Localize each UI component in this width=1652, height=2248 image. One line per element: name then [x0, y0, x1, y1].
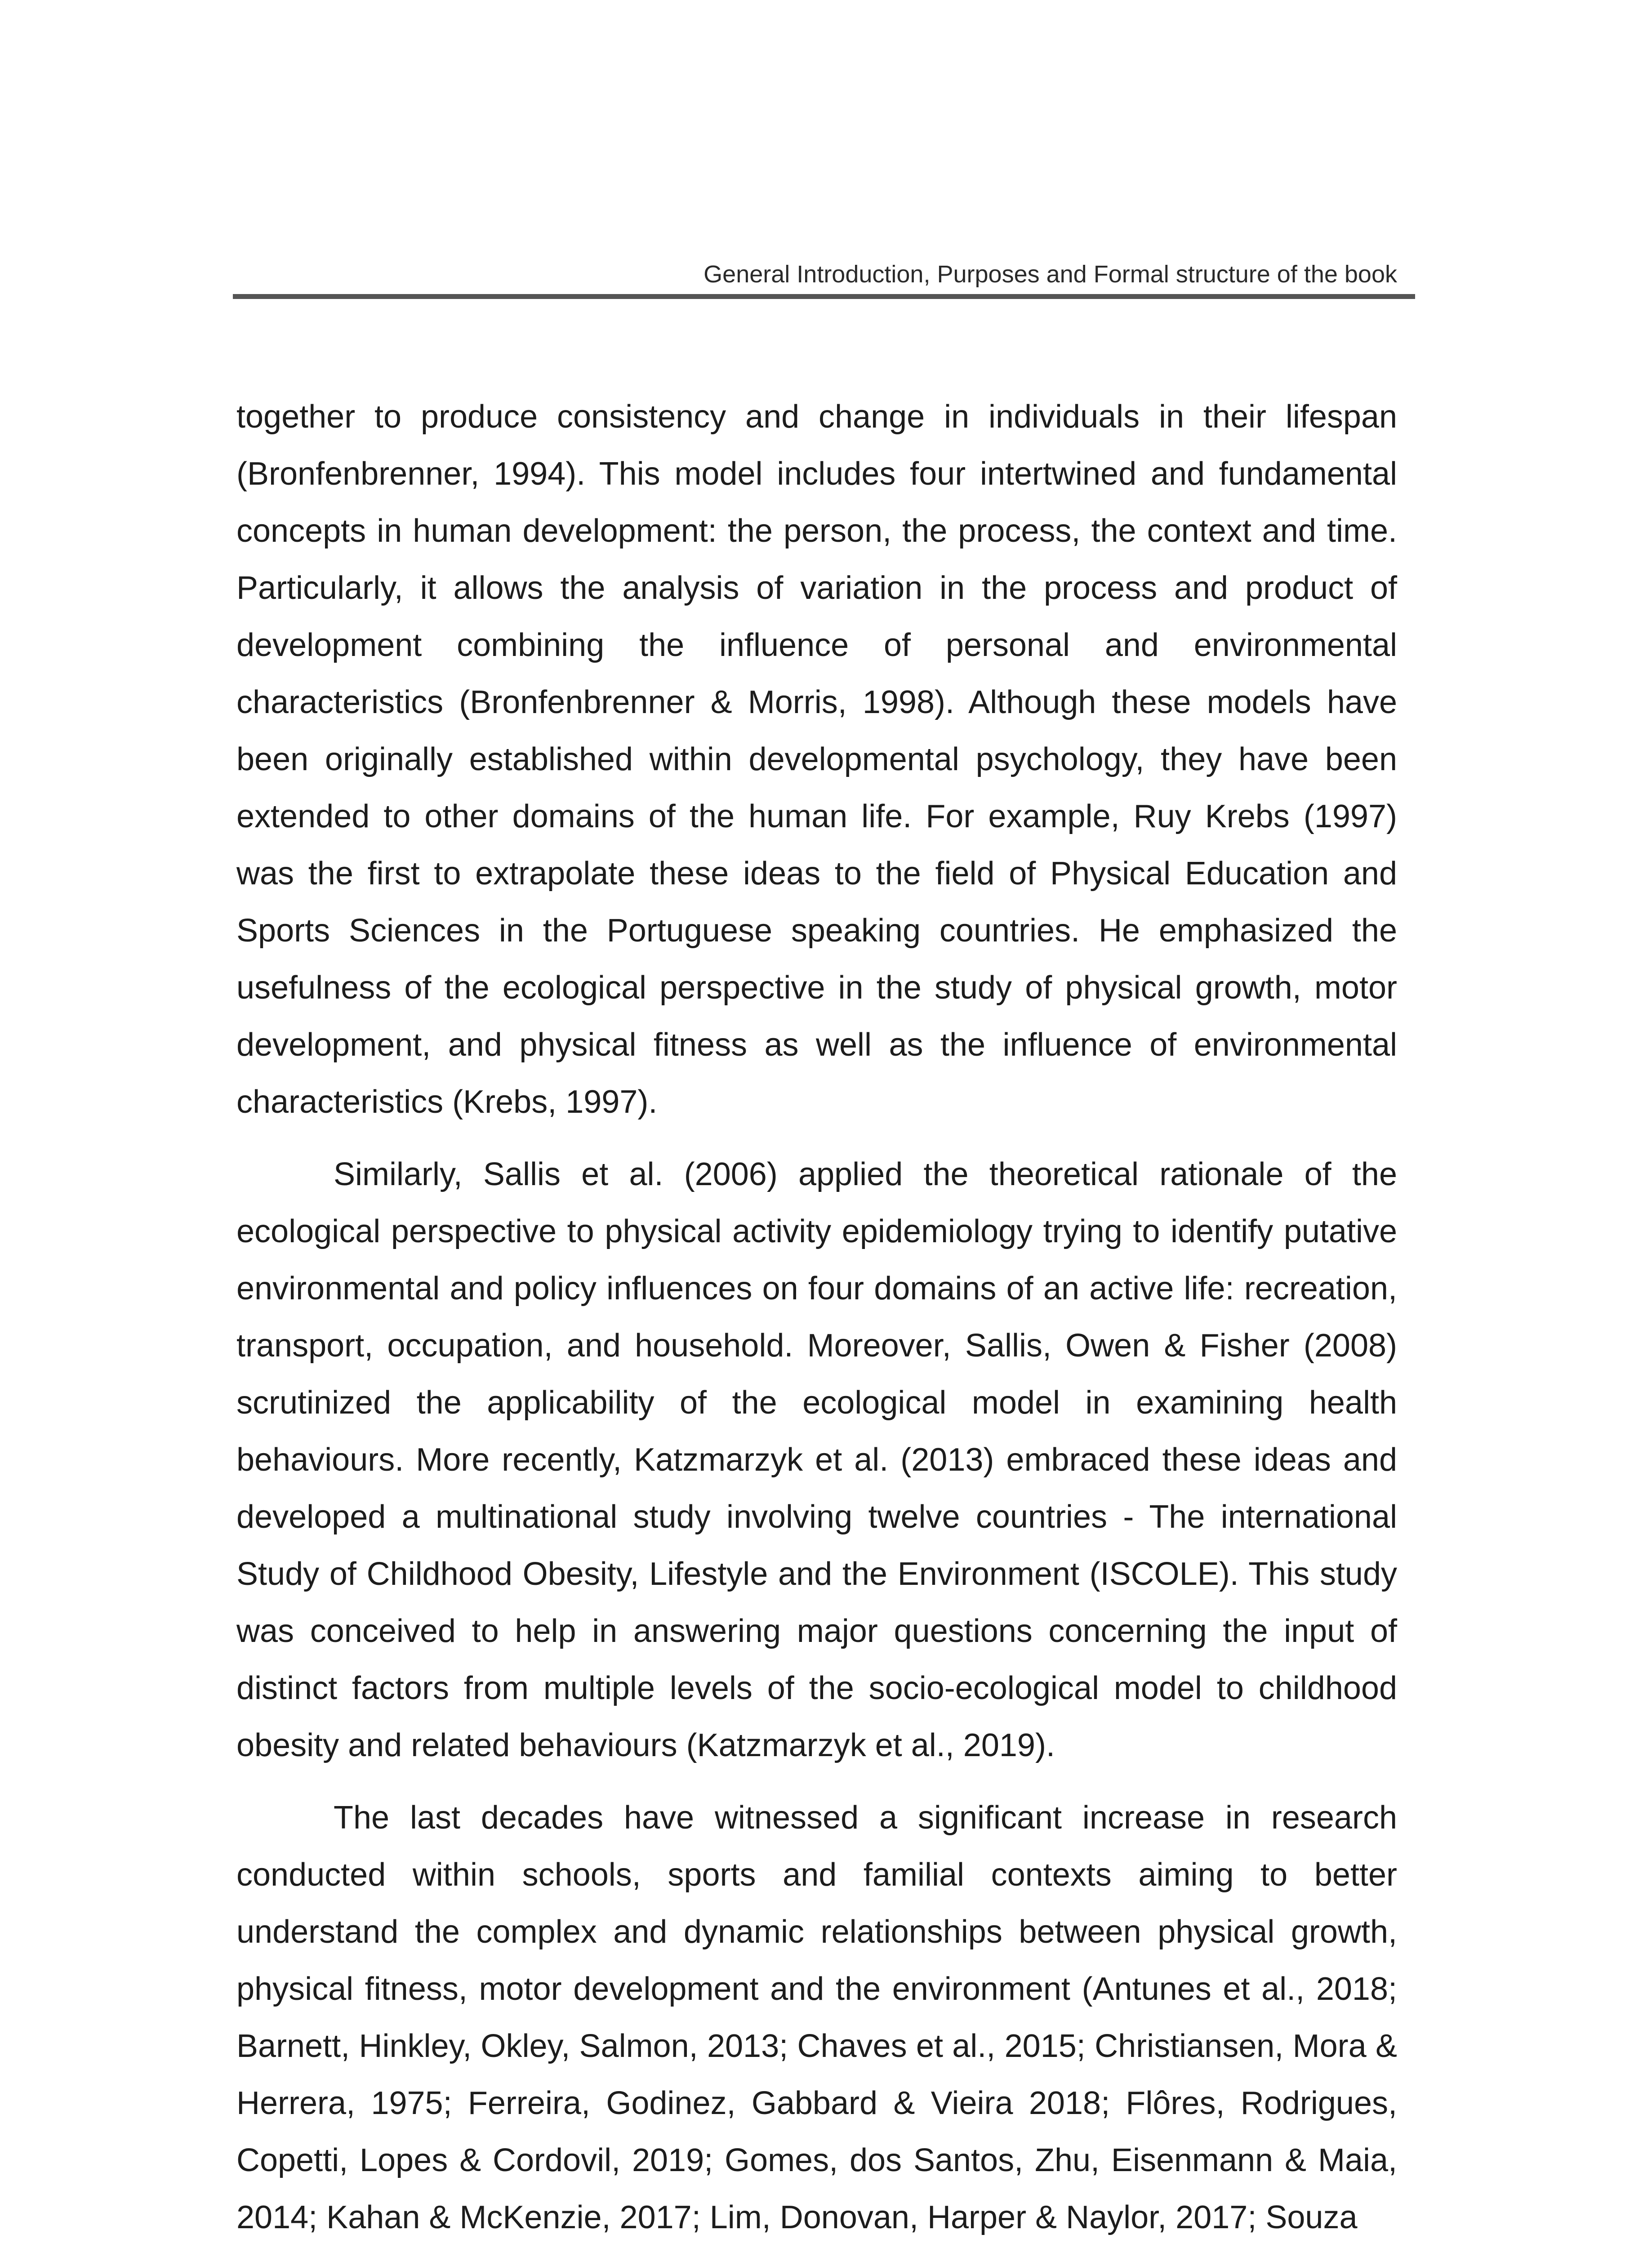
running-header: General Introduction, Purposes and Formal structure of the book	[704, 261, 1397, 288]
body-text	[236, 388, 1397, 2246]
header-divider	[233, 294, 1415, 299]
paragraph: The last decades have witnessed a significant increase in research conducted within schools, sports and familial contexts aiming to better understand the complex and dynamic relationships between physical growth, physical fitness, motor development and the environment (Antunes et al., 2018; Barnett, Hinkley, Okley, Salmon, 2013; Chaves et al., 2015; Christiansen, Mora & Herrera, 1975; Ferreira, Godinez, Gabbard & Vieira 2018; Flôres, Rodrigues, Copetti, Lopes & Cordovil, 2019; Gomes, dos Santos, Zhu, Eisenmann & Maia, 2014; Kahan & McKenzie, 2017; Lim, Donovan, Harper & Naylor, 2017; Souza	[236, 1800, 1397, 2235]
paragraph-continued: together to produce consistency and change in individuals in their lifespan (Bronfenbrenner, 1994). This model includes four intertwined and fundamental concepts in human development: the person, the process, the context and time. Particularly, it allows the analysis of variation in the process and product of development combining the influence of personal and environmental characteristics (Bronfenbrenner & Morris, 1998). Although these models have been originally established within developmental psychology, they have been extended to other domains of the human life. For example, Ruy Krebs (1997) was the first to extrapolate these ideas to the field of Physical Education and Sports Sciences in the Portuguese speaking countries. He emphasized the usefulness of the ecological perspective in the study of physical growth, motor development, and physical fitness as well as the influence of environmental characteristics (Krebs, 1997).	[236, 399, 1397, 1120]
paragraph: Similarly, Sallis et al. (2006) applied the theoretical rationale of the ecological perspective to physical activity epidemiology trying to identify putative environmental and policy influences on four domains of an active life: recreation, transport, occupation, and household. Moreover, Sallis, Owen & Fisher (2008) scrutinized the applicability of the ecological model in examining health behaviours. More recently, Katzmarzyk et al. (2013) embraced these ideas and developed a multinational study involving twelve countries - The international Study of Childhood Obesity, Lifestyle and the Environment (ISCOLE). This study was conceived to help in answering major questions concerning the input of distinct factors from multiple levels of the socio-ecological model to childhood obesity and related behaviours (Katzmarzyk et al., 2019).	[236, 1156, 1397, 1763]
